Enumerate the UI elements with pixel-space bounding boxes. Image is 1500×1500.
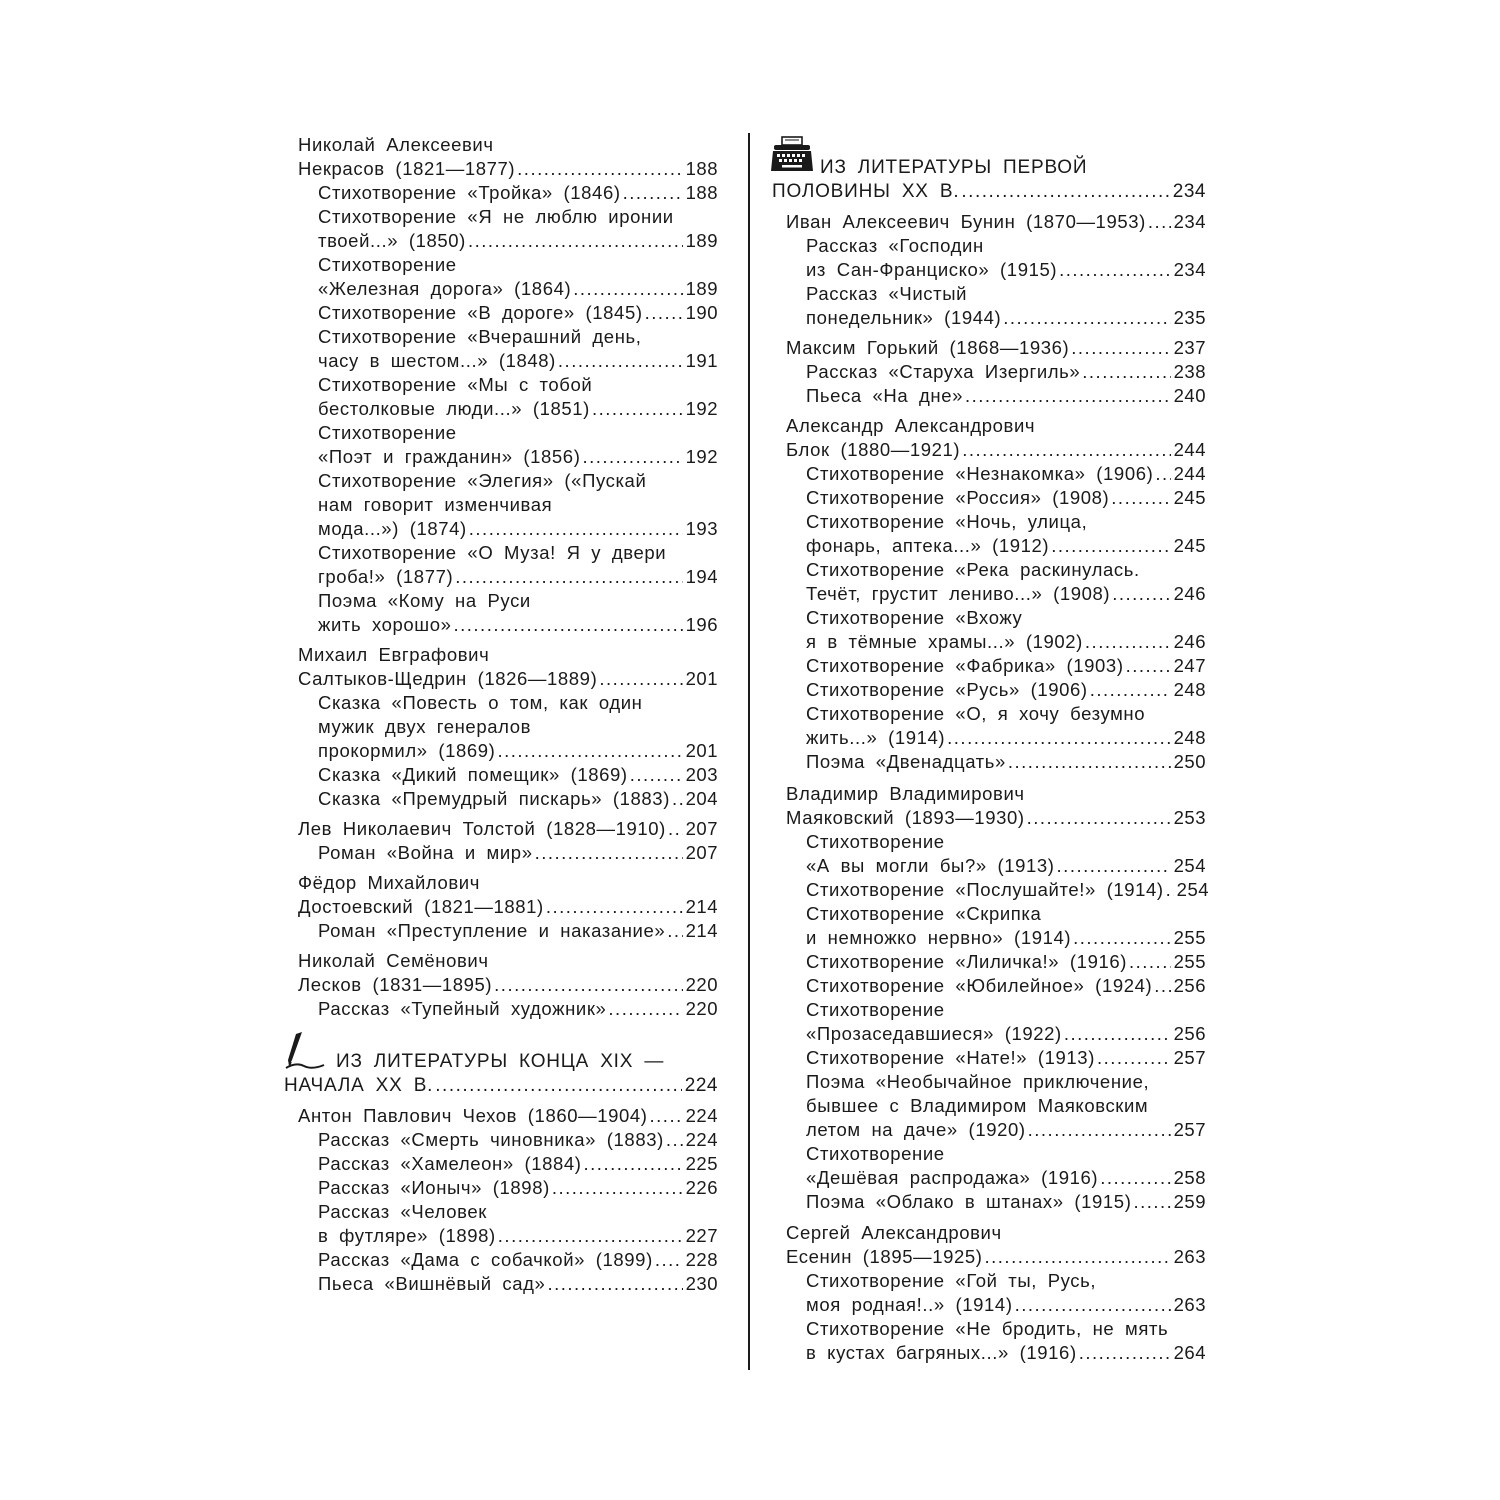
page-number: 257 (1173, 1047, 1206, 1068)
toc-entry-line[interactable]: Стихотворение «Ночь, улица, (806, 511, 1088, 532)
toc-author: Николай Алексеевич (298, 134, 494, 155)
toc-author: Владимир Владимирович (786, 783, 1025, 804)
dot-leader (1057, 854, 1171, 878)
page-number: 203 (685, 764, 718, 785)
toc-entry[interactable]: «Прозаседавшиеся» (1922) ..... 256 (806, 1022, 1206, 1046)
dot-leader (1154, 974, 1170, 998)
section-entry[interactable]: НАЧАЛА XX В. ..... 224 (284, 1074, 718, 1098)
toc-entry[interactable]: Роман «Преступление и наказание» ..... 214 (318, 919, 718, 943)
page-number: 220 (685, 974, 718, 995)
page-number: 244 (1173, 463, 1206, 484)
page-number: 245 (1173, 487, 1206, 508)
dot-leader (1155, 462, 1170, 486)
page-number: 256 (1173, 975, 1206, 996)
dot-leader (1129, 950, 1171, 974)
dot-leader (582, 445, 682, 469)
toc-entry[interactable]: «А вы могли бы?» (1913) ..... 254 (806, 854, 1206, 878)
dot-leader (608, 997, 682, 1021)
toc-author-entry[interactable]: Маяковский (1893—1930) ..... 253 (786, 806, 1206, 830)
toc-entry[interactable]: в кустах багряных...» (1916) ..... 264 (806, 1341, 1206, 1365)
dot-leader (1015, 1293, 1171, 1317)
dot-leader (1166, 878, 1174, 902)
toc-entry[interactable]: фонарь, аптека...» (1912) ..... 245 (806, 534, 1206, 558)
dot-leader (573, 277, 682, 301)
page-number: 240 (1173, 385, 1206, 406)
toc-author-entry[interactable]: Максим Горький (1868—1936) ..... 237 (786, 336, 1206, 360)
toc-author-entry[interactable]: Лев Николаевич Толстой (1828—1910) ..... 207 (298, 817, 718, 841)
dot-leader (1085, 630, 1171, 654)
section-title-line: ИЗ ЛИТЕРАТУРЫ ПЕРВОЙ (820, 157, 1088, 178)
dot-leader (650, 1104, 683, 1128)
page-number: 196 (685, 614, 718, 635)
toc-entry-line[interactable]: мужик двух генералов (318, 716, 532, 737)
toc-entry[interactable]: Поэма «Двенадцать» ..... 250 (806, 750, 1206, 774)
toc-entry[interactable]: в футляре» (1898) ..... 227 (318, 1224, 718, 1248)
toc-entry[interactable]: Стихотворение «Россия» (1908) ..... 245 (806, 486, 1206, 510)
toc-author: Александр Александрович (786, 415, 1036, 436)
page-number: 248 (1173, 727, 1206, 748)
dot-leader (498, 1224, 683, 1248)
toc-entry-line[interactable]: Рассказ «Чистый (806, 283, 968, 304)
page-number: 225 (685, 1153, 718, 1174)
page-number: 190 (685, 302, 718, 323)
toc-entry-line[interactable]: Стихотворение «Вхожу (806, 607, 1023, 628)
page-number: 220 (685, 998, 718, 1019)
toc-entry[interactable]: я в тёмные храмы...» (1902) ..... 246 (806, 630, 1206, 654)
dot-leader (552, 1176, 683, 1200)
toc-author-entry[interactable]: Блок (1880—1921) ..... 244 (786, 438, 1206, 462)
toc-entry-line[interactable]: Стихотворение (806, 999, 945, 1020)
dot-leader (546, 895, 683, 919)
dot-leader (468, 229, 683, 253)
toc-entry-line[interactable]: Стихотворение «Гой ты, Русь, (806, 1270, 1097, 1291)
page-number: 189 (685, 230, 718, 251)
page-number: 254 (1176, 879, 1210, 900)
dot-leader (454, 613, 683, 637)
toc-entry[interactable]: «Железная дорога» (1864) ..... 189 (318, 277, 718, 301)
toc-entry[interactable]: часу в шестом...» (1848) ..... 191 (318, 349, 718, 373)
dot-leader (965, 384, 1171, 408)
toc-entry-line[interactable]: Стихотворение «О, я хочу безумно (806, 703, 1146, 724)
toc-entry-line[interactable]: Стихотворение «Река раскинулась. (806, 559, 1140, 580)
toc-author: Михаил Евграфович (298, 644, 490, 665)
dot-leader (469, 517, 683, 541)
page-number: 234 (1172, 181, 1206, 202)
dot-leader (655, 1248, 683, 1272)
dot-leader (1027, 806, 1171, 830)
toc-entry[interactable]: Поэма «Облако в штанах» (1915) ..... 259 (806, 1190, 1206, 1214)
toc-entry-line[interactable]: Стихотворение «Элегия» («Пускай (318, 470, 647, 491)
page-number: 224 (684, 1075, 718, 1096)
dot-leader (1064, 1022, 1171, 1046)
toc-entry-line[interactable]: Поэма «Необычайное приключение, (806, 1071, 1150, 1092)
toc-author-entry[interactable]: Некрасов (1821—1877) ..... 188 (298, 157, 718, 181)
toc-entry[interactable]: Стихотворение «Юбилейное» (1924) ..... 256 (806, 974, 1206, 998)
toc-entry[interactable]: мода...») (1874) ..... 193 (318, 517, 718, 541)
dot-leader (1090, 678, 1171, 702)
dot-leader (599, 667, 682, 691)
toc-entry[interactable]: моя родная!..» (1914) ..... 263 (806, 1293, 1206, 1317)
dot-leader (1126, 654, 1171, 678)
page-number: 204 (685, 788, 718, 809)
page-number: 201 (685, 668, 718, 689)
dot-leader (1112, 582, 1170, 606)
page-number: 191 (685, 350, 718, 371)
page-number: 248 (1173, 679, 1206, 700)
dot-leader (455, 565, 682, 589)
toc-entry-line[interactable]: бывшее с Владимиром Маяковским (806, 1095, 1149, 1116)
toc-entry[interactable]: жить...» (1914) ..... 248 (806, 726, 1206, 750)
dot-leader (584, 1152, 683, 1176)
dot-leader (1111, 486, 1170, 510)
toc-entry[interactable]: Стихотворение «Тройка» (1846) ..... 188 (318, 181, 718, 205)
toc-author-entry[interactable]: Достоевский (1821—1881) ..... 214 (298, 895, 718, 919)
page-number: 250 (1173, 751, 1206, 772)
toc-entry[interactable]: Пьеса «На дне» ..... 240 (806, 384, 1206, 408)
toc-author: Фёдор Михайлович (298, 872, 480, 893)
dot-leader (558, 349, 683, 373)
toc-entry-line[interactable]: Рассказ «Господин (806, 235, 984, 256)
toc-entry-line[interactable]: Стихотворение «Я не люблю иронии (318, 206, 674, 227)
pen-icon (282, 1030, 326, 1070)
dot-leader (494, 973, 682, 997)
section-title-line: ИЗ ЛИТЕРАТУРЫ КОНЦА XIX — (336, 1051, 665, 1072)
dot-leader (1148, 210, 1171, 234)
section-entry[interactable]: ПОЛОВИНЫ XX В. ..... 234 (772, 180, 1206, 204)
page-number: 188 (685, 182, 718, 203)
toc-entry[interactable]: Течёт, грустит лениво...» (1908) ..... 246 (806, 582, 1206, 606)
dot-leader (1051, 534, 1170, 558)
dot-leader (630, 763, 683, 787)
toc-entry[interactable]: бестолковые люди...» (1851) ..... 192 (318, 397, 718, 421)
page-number: 194 (685, 566, 718, 587)
page-number: 255 (1173, 951, 1206, 972)
page-number: 256 (1173, 1023, 1206, 1044)
toc-entry[interactable]: Стихотворение «Лиличка!» (1916) ..... 255 (806, 950, 1206, 974)
toc-entry-line[interactable]: Стихотворение (318, 422, 457, 443)
toc-entry-line[interactable]: Стихотворение (806, 831, 945, 852)
page-number: 193 (685, 518, 718, 539)
typewriter-icon (770, 136, 814, 174)
dot-leader (672, 787, 683, 811)
dot-leader (497, 739, 682, 763)
toc-entry-line[interactable]: Рассказ «Человек (318, 1201, 487, 1222)
page-number: 254 (1173, 855, 1206, 876)
dot-leader (962, 438, 1170, 462)
dot-leader (547, 1272, 682, 1296)
toc-entry-line[interactable]: нам говорит изменчивая (318, 494, 553, 515)
dot-leader (1079, 1341, 1171, 1365)
page-number: 189 (685, 278, 718, 299)
page-number: 244 (1173, 439, 1206, 460)
toc-entry-line[interactable]: Сказка «Повесть о том, как один (318, 692, 643, 713)
page-number: 207 (685, 842, 718, 863)
page-number: 234 (1173, 259, 1206, 280)
dot-leader (668, 817, 683, 841)
toc-entry[interactable]: Рассказ «Хамелеон» (1884) ..... 225 (318, 1152, 718, 1176)
column-divider (748, 133, 750, 1370)
toc-author-entry[interactable]: Лесков (1831—1895) ..... 220 (298, 973, 718, 997)
dot-leader (667, 919, 682, 943)
dot-leader (985, 1245, 1171, 1269)
toc-entry[interactable]: Рассказ «Дама с собачкой» (1899) ..... 228 (318, 1248, 718, 1272)
page-number: 245 (1173, 535, 1206, 556)
page-number: 258 (1173, 1167, 1206, 1188)
dot-leader (666, 1128, 683, 1152)
page-number: 214 (685, 896, 718, 917)
dot-leader (1100, 1166, 1170, 1190)
toc-entry[interactable]: прокормил» (1869) ..... 201 (318, 739, 718, 763)
dot-leader (592, 397, 683, 421)
dot-leader (517, 157, 682, 181)
page-number: 224 (685, 1129, 718, 1150)
toc-entry-line[interactable]: Стихотворение (806, 1143, 945, 1164)
page-number: 247 (1173, 655, 1206, 676)
page-number: 201 (685, 740, 718, 761)
page-number: 192 (685, 398, 718, 419)
toc-entry[interactable]: Сказка «Дикий помещик» (1869) ..... 203 (318, 763, 718, 787)
toc-entry[interactable]: гроба!» (1877) ..... 194 (318, 565, 718, 589)
toc-entry[interactable]: Стихотворение «Послушайте!» (1914) ..... 254 (806, 878, 1206, 902)
toc-entry[interactable]: Пьеса «Вишнёвый сад» ..... 230 (318, 1272, 718, 1296)
page-number: 226 (685, 1177, 718, 1198)
toc-author: Николай Семёнович (298, 950, 489, 971)
page-number: 230 (685, 1273, 718, 1294)
toc-entry[interactable]: Стихотворение «Русь» (1906) ..... 248 (806, 678, 1206, 702)
toc-entry[interactable]: Рассказ «Ионыч» (1898) ..... 226 (318, 1176, 718, 1200)
page-number: 228 (685, 1249, 718, 1270)
toc-entry[interactable]: твоей...» (1850) ..... 189 (318, 229, 718, 253)
toc-entry[interactable]: «Дешёвая распродажа» (1916) ..... 258 (806, 1166, 1206, 1190)
toc-author-entry[interactable]: Иван Алексеевич Бунин (1870—1953) ..... 234 (786, 210, 1206, 234)
dot-leader (1059, 258, 1171, 282)
dot-leader (1071, 336, 1170, 360)
page-number: 235 (1173, 307, 1206, 328)
dot-leader (947, 726, 1170, 750)
toc-entry[interactable]: Рассказ «Старуха Изергиль» ..... 238 (806, 360, 1206, 384)
page-number: 227 (685, 1225, 718, 1246)
page-number: 188 (685, 158, 718, 179)
toc-entry[interactable]: Сказка «Премудрый пискарь» (1883) ..... 204 (318, 787, 718, 811)
toc-entry[interactable]: Стихотворение «Незнакомка» (1906) ..... 244 (806, 462, 1206, 486)
toc-entry-line[interactable]: Стихотворение «Скрипка (806, 903, 1042, 924)
toc-entry[interactable]: Стихотворение «Нате!» (1913) ..... 257 (806, 1046, 1206, 1070)
toc-author: Сергей Александрович (786, 1222, 1002, 1243)
toc-entry[interactable]: летом на даче» (1920) ..... 257 (806, 1118, 1206, 1142)
page-number: 238 (1173, 361, 1206, 382)
dot-leader (1082, 360, 1170, 384)
toc-entry[interactable]: из Сан-Франциско» (1915) ..... 234 (806, 258, 1206, 282)
page-number: 224 (685, 1105, 718, 1126)
dot-leader (645, 301, 683, 325)
toc-entry-line[interactable]: Стихотворение «Вчерашний день, (318, 326, 642, 347)
page-number: 253 (1173, 807, 1206, 828)
page-number: 246 (1173, 631, 1206, 652)
toc-entry-line[interactable]: Стихотворение «Мы с тобой (318, 374, 593, 395)
dot-leader (1097, 1046, 1171, 1070)
toc-entry[interactable]: понедельник» (1944) ..... 235 (806, 306, 1206, 330)
dot-leader (623, 181, 683, 205)
page-number: 257 (1173, 1119, 1206, 1140)
toc-entry[interactable]: жить хорошо» ..... 196 (318, 613, 718, 637)
toc-author-entry[interactable]: Антон Павлович Чехов (1860—1904) ..... 224 (298, 1104, 718, 1128)
toc-author-entry[interactable]: Есенин (1895—1925) ..... 263 (786, 1245, 1206, 1269)
page-number: 264 (1173, 1342, 1206, 1363)
toc-entry-line[interactable]: Стихотворение (318, 254, 457, 275)
dot-leader (1008, 750, 1171, 774)
dot-leader (1003, 306, 1170, 330)
dot-leader (435, 1074, 682, 1098)
dot-leader (961, 180, 1169, 204)
toc-entry[interactable]: Рассказ «Тупейный художник» ..... 220 (318, 997, 718, 1021)
toc-entry[interactable]: Стихотворение «В дороге» (1845) ..... 190 (318, 301, 718, 325)
toc-entry[interactable]: Рассказ «Смерть чиновника» (1883) ..... 224 (318, 1128, 718, 1152)
toc-author-entry[interactable]: Салтыков-Щедрин (1826—1889) ..... 201 (298, 667, 718, 691)
page-number: 234 (1173, 211, 1206, 232)
toc-entry-line[interactable]: Поэма «Кому на Руси (318, 590, 531, 611)
page-number: 255 (1173, 927, 1206, 948)
page-number: 214 (685, 920, 718, 941)
toc-entry[interactable]: Стихотворение «Фабрика» (1903) ..... 247 (806, 654, 1206, 678)
page-number: 192 (685, 446, 718, 467)
page-number: 259 (1173, 1191, 1206, 1212)
page-number: 207 (685, 818, 718, 839)
toc-entry-line[interactable]: Стихотворение «О Муза! Я у двери (318, 542, 667, 563)
dot-leader (1133, 1190, 1170, 1214)
toc-entry[interactable]: «Поэт и гражданин» (1856) ..... 192 (318, 445, 718, 469)
toc-entry-line[interactable]: Стихотворение «Не бродить, не мять (806, 1318, 1169, 1339)
page-number: 237 (1173, 337, 1206, 358)
page-number: 246 (1173, 583, 1206, 604)
dot-leader (1028, 1118, 1171, 1142)
dot-leader (1073, 926, 1170, 950)
page-number: 263 (1173, 1246, 1206, 1267)
dot-leader (535, 841, 683, 865)
toc-entry[interactable]: и немножко нервно» (1914) ..... 255 (806, 926, 1206, 950)
toc-entry[interactable]: Роман «Война и мир» ..... 207 (318, 841, 718, 865)
page-number: 263 (1173, 1294, 1206, 1315)
